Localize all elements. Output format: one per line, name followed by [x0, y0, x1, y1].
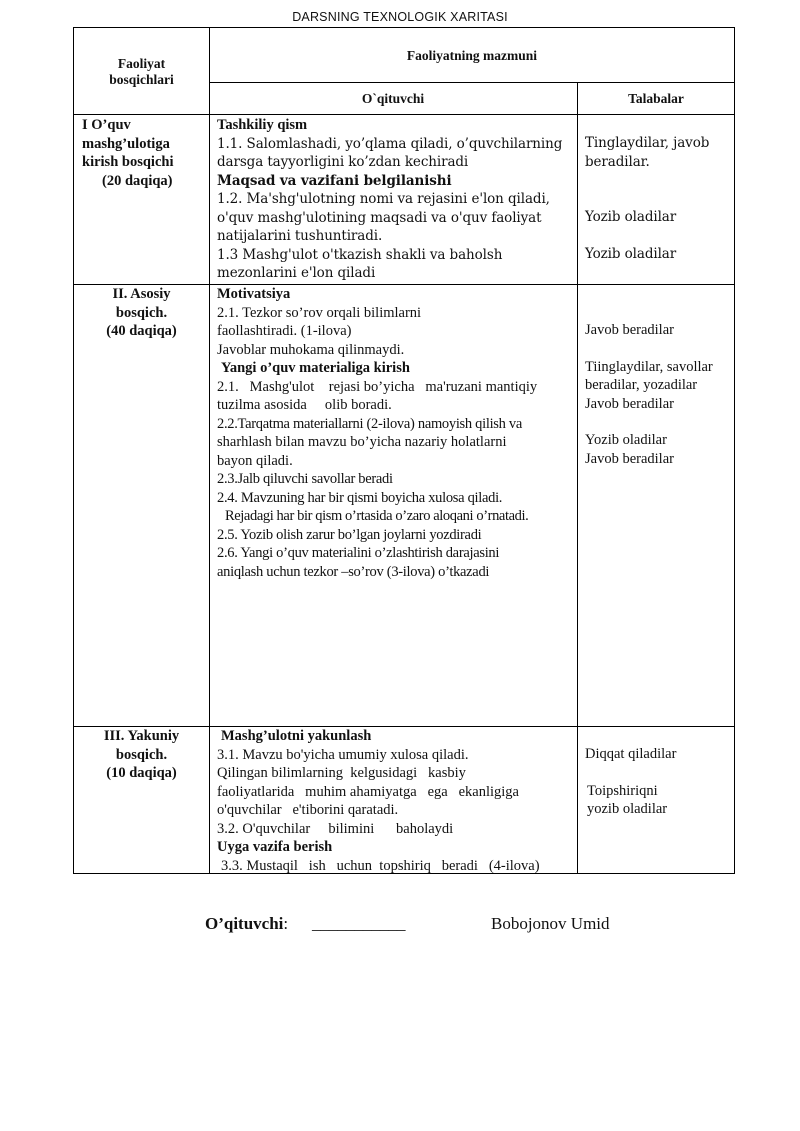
section-heading: Uyga vazifa berish: [217, 839, 333, 855]
header-students: Talabalar: [628, 91, 684, 106]
teacher-line: 1.1. Salomlashadi, yo’qlama qiladi, o’quvchilarning: [217, 135, 563, 152]
header-stages: [74, 56, 209, 88]
header-bottom-divider: [74, 114, 735, 115]
header-stages-line: Faoliyat: [117, 56, 166, 71]
stage-line: (40 daqiqa): [106, 323, 177, 339]
stage-line: mashg’ulotiga: [82, 135, 170, 152]
student-line: Yozib oladilar: [585, 245, 677, 262]
students-cell-1: [585, 134, 733, 263]
teacher-line: 1.2. Ma'shg'ulotning nomi va rejasini e'lon qiladi,: [217, 191, 550, 207]
teacher-line: aniqlash uchun tezkor –so’rov (3-ilova) o’tkazadi: [217, 563, 490, 580]
student-line: Javob beradilar: [585, 450, 674, 467]
student-line: Yozib oladilar: [585, 432, 667, 448]
teacher-line: 2.5. Yozib olish zarur bo’lgan joylarni yozdiradi: [217, 526, 482, 543]
teacher-label: O’qituvchi: [205, 914, 284, 933]
students-cell-2: [585, 321, 733, 468]
section-heading: Tashkiliy qism: [217, 117, 308, 133]
stage-line: III. Yakuniy: [103, 728, 180, 744]
teacher-line: o'quv mashg'ulotining maqsadi va o'quv faoliyat: [217, 209, 542, 226]
teacher-line: Qilingan bilimlarning kelgusidagi kasbiy: [217, 765, 466, 781]
teacher-line: Javoblar muhokama qilinmaydi.: [217, 341, 405, 358]
section-heading: Maqsad va vazifani belgilanishi: [217, 172, 452, 189]
document-title: DARSNING TEXNOLOGIK XARITASI: [292, 10, 508, 24]
teacher-line: 2.2.Tarqatma materiallarni (2-ilova) namoyish qilish va: [217, 415, 523, 432]
teacher-line: natijalarini tushuntiradi.: [217, 228, 383, 244]
teacher-cell-1: [217, 116, 575, 283]
teacher-name: Bobojonov Umid: [491, 914, 610, 933]
teacher-line: o'quvchilar e'tiborini qaratadi.: [217, 802, 399, 818]
teacher-line: bayon qiladi.: [217, 452, 293, 469]
teacher-line: 1.3 Mashg'ulot o'tkazish shakli va baholsh: [217, 246, 503, 263]
teacher-line: 2.1. Tezkor so’rov orqali bilimlarni: [217, 304, 422, 321]
stage-line: (10 daqiqa): [106, 765, 177, 781]
teacher-line: mezonlarini e'lon qiladi: [217, 265, 376, 281]
stage-line: bosqich.: [115, 746, 168, 763]
student-line: beradilar.: [585, 153, 650, 170]
signature-blank: ___________: [312, 914, 406, 933]
teacher-line: 2.3.Jalb qiluvchi savollar beradi: [217, 471, 393, 487]
stage-cell-2: [74, 285, 209, 341]
teacher-line: sharhlash bilan mavzu bo’yicha nazariy holatlarni: [217, 434, 507, 450]
teacher-line: faollashtiradi. (1-ilova): [217, 323, 352, 339]
teacher-line: Rejadagi har bir qism o’rtasida o’zaro aloqani o’rnatadi.: [225, 508, 529, 524]
stage-line: (20 daqiqa): [102, 172, 173, 189]
stage-cell-3: [74, 727, 209, 783]
teacher-line: 2.6. Yangi o’quv materialini o’zlashtirish darajasini: [217, 545, 500, 561]
student-line: beradilar, yozadilar: [585, 377, 698, 393]
teacher-line: 3.3. Mustaqil ish uchun topshiriq beradi (4-ilova): [221, 857, 540, 874]
student-line: Javob beradilar: [585, 395, 674, 412]
section-heading: Motivatsiya: [217, 286, 291, 302]
student-line: Yozib oladilar: [585, 209, 677, 225]
teacher-line: 3.1. Mavzu bo'yicha umumiy xulosa qiladi.: [217, 746, 469, 763]
column-divider-1: [209, 28, 210, 874]
student-line: Diqqat qiladilar: [585, 746, 677, 762]
lesson-plan-table: [73, 27, 735, 874]
section-heading: Mashg’ulotni yakunlash: [221, 728, 372, 744]
stage-line: I O’quv: [82, 117, 131, 133]
header-stages-line: bosqichlari: [109, 72, 174, 87]
teacher-line: 2.4. Mavzuning har bir qismi boyicha xulosa qiladi.: [217, 489, 503, 506]
student-line: yozib oladilar: [587, 801, 668, 817]
stage-line: bosqich.: [115, 304, 168, 321]
teacher-line: faoliyatlarida muhim ahamiyatga ega ekanligiga: [217, 783, 519, 800]
stage-cell-1: [82, 116, 207, 190]
student-line: Tiinglaydilar, savollar: [585, 358, 713, 375]
column-divider-2: [577, 83, 578, 874]
signature-colon: :: [283, 914, 289, 933]
student-line: Javob beradilar: [585, 322, 674, 338]
header-content: Faoliyatning mazmuni: [406, 48, 538, 63]
teacher-cell-2: [217, 285, 575, 581]
student-line: Toipshiriqni: [587, 782, 658, 799]
stage-line: II. Asosiy: [112, 286, 171, 302]
header-row-divider: [209, 82, 735, 83]
section-heading: Yangi o’quv materialiga kirish: [221, 360, 410, 376]
teacher-line: 3.2. O'quvchilar bilimini baholaydi: [217, 820, 454, 837]
stage-line: kirish bosqichi: [82, 154, 174, 170]
student-line: Tinglaydilar, javob: [585, 135, 710, 151]
teacher-cell-3: [217, 727, 575, 875]
teacher-line: tuzilma asosida olib boradi.: [217, 397, 392, 413]
signature-label: [205, 914, 288, 934]
header-teacher: O`qituvchi: [361, 91, 425, 106]
teacher-line: darsga tayyorligini ko’zdan kechiradi: [217, 154, 469, 170]
students-cell-3: [585, 745, 733, 819]
teacher-line: 2.1. Mashg'ulot rejasi bo’yicha ma'ruzani mantiqiy: [217, 378, 538, 395]
